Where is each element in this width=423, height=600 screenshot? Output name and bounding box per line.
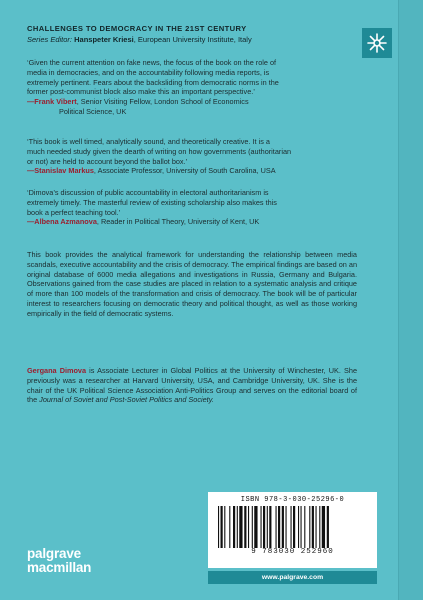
reviewer-name: Frank Vibert: [34, 97, 77, 107]
reviewer-name: Albena Azmanova: [34, 217, 97, 227]
quote-line: much needed study given the dearth of writing on how governments (authoritarian: [27, 146, 292, 156]
journal-title: Journal of Soviet and Post-Soviet Politics and Society.: [39, 395, 214, 405]
series-editor: [27, 35, 252, 44]
publisher-line-1: palgrave: [27, 546, 81, 561]
series-title: CHALLENGES TO DEMOCRACY IN THE 21ST CENTURY: [27, 24, 247, 33]
book-spine: [398, 0, 423, 600]
series-editor-affiliation: , European University Institute, Italy: [133, 35, 252, 44]
quote-line: or not) are held to account beyond the ballot box.’: [27, 156, 188, 166]
series-editor-name: Hanspeter Kriesi: [74, 35, 134, 44]
publisher-line-2: macmillan: [27, 560, 92, 575]
publisher-website[interactable]: www.palgrave.com: [208, 571, 377, 584]
isbn-barcode: [208, 492, 377, 568]
quote-attribution: —Albena Azmanova, Reader in Political Theory, University of Kent, UK: [27, 217, 260, 227]
review-quote-1: [27, 58, 357, 117]
quote-line: extremely pertinent. Fears about the backsliding from democratic norms in the: [27, 77, 279, 87]
quote-attribution: —Stanislav Markus, Associate Professor, University of South Carolina, USA: [27, 166, 276, 176]
reviewer-affiliation: , Reader in Political Theory, University of Kent, UK: [96, 217, 260, 227]
quote-line: former post-communist block also make this an important perspective.’: [27, 87, 255, 97]
quote-line: extremely timely. The masterful review of existing scholarship also makes this: [27, 197, 277, 207]
book-description: This book provides the analytical framework for understanding the relationship between media scandals, executive accountability and the crisis of democracy. The empirical findings are based on an original database of 6000 media allegations and investigations in Russia, Germany and Bulgaria. Observations gained from the case studies are placed in relation to a systematic analysis and critique of more than 100 models of the transformation and crisis of democracy. The book will be of particular interest to researchers focusing on democratic theory and political thought, as well as those working empirically in the field of democratic systems.: [27, 250, 357, 318]
quote-attribution: —Frank Vibert, Senior Visiting Fellow, London School of Economics: [27, 97, 249, 107]
quote-line: book a perfect teaching tool.’: [27, 207, 121, 217]
series-editor-label: Series Editor:: [27, 35, 73, 44]
isbn-label: ISBN 978-3-030-25296-0: [240, 496, 345, 504]
quote-line: ‘This book is well timed, analytically sound, and theoretically creative. It is a: [27, 137, 270, 146]
author-bio-text: is Associate Lecturer in Global Politics at the University of Winchester, UK. She previously was a researcher at Harvard University, USA, and Cambridge University, UK. She is the chair of the UK Political Science Association Anti-Politics Group and serves on the editorial board of the: [27, 366, 357, 405]
springer-chess-knight-icon: [366, 32, 388, 54]
barcode-bars: [218, 506, 367, 548]
quote-line: ‘Given the current attention on fake news, the focus of the book on the role of: [27, 58, 277, 67]
barcode-digits: 9 783030 252960: [251, 548, 334, 556]
quote-line: ‘Dimova’s discussion of public accountability in electoral authoritarianism is: [27, 188, 269, 197]
publisher-wordmark: [27, 547, 91, 575]
publisher-logo-box: [362, 28, 392, 58]
reviewer-affiliation: , Senior Visiting Fellow, London School of Economics: [76, 97, 249, 107]
author-name: Gergana Dimova: [27, 366, 87, 375]
author-bio: [27, 366, 357, 405]
review-quote-2: [27, 137, 357, 176]
reviewer-affiliation-cont: Political Science, UK: [59, 106, 127, 116]
review-quote-3: [27, 188, 357, 227]
reviewer-name: Stanislav Markus: [34, 166, 94, 176]
quote-line: media in democracies, and on the accountability following media reports, is: [27, 67, 270, 77]
reviewer-affiliation: , Associate Professor, University of South Carolina, USA: [93, 166, 276, 176]
